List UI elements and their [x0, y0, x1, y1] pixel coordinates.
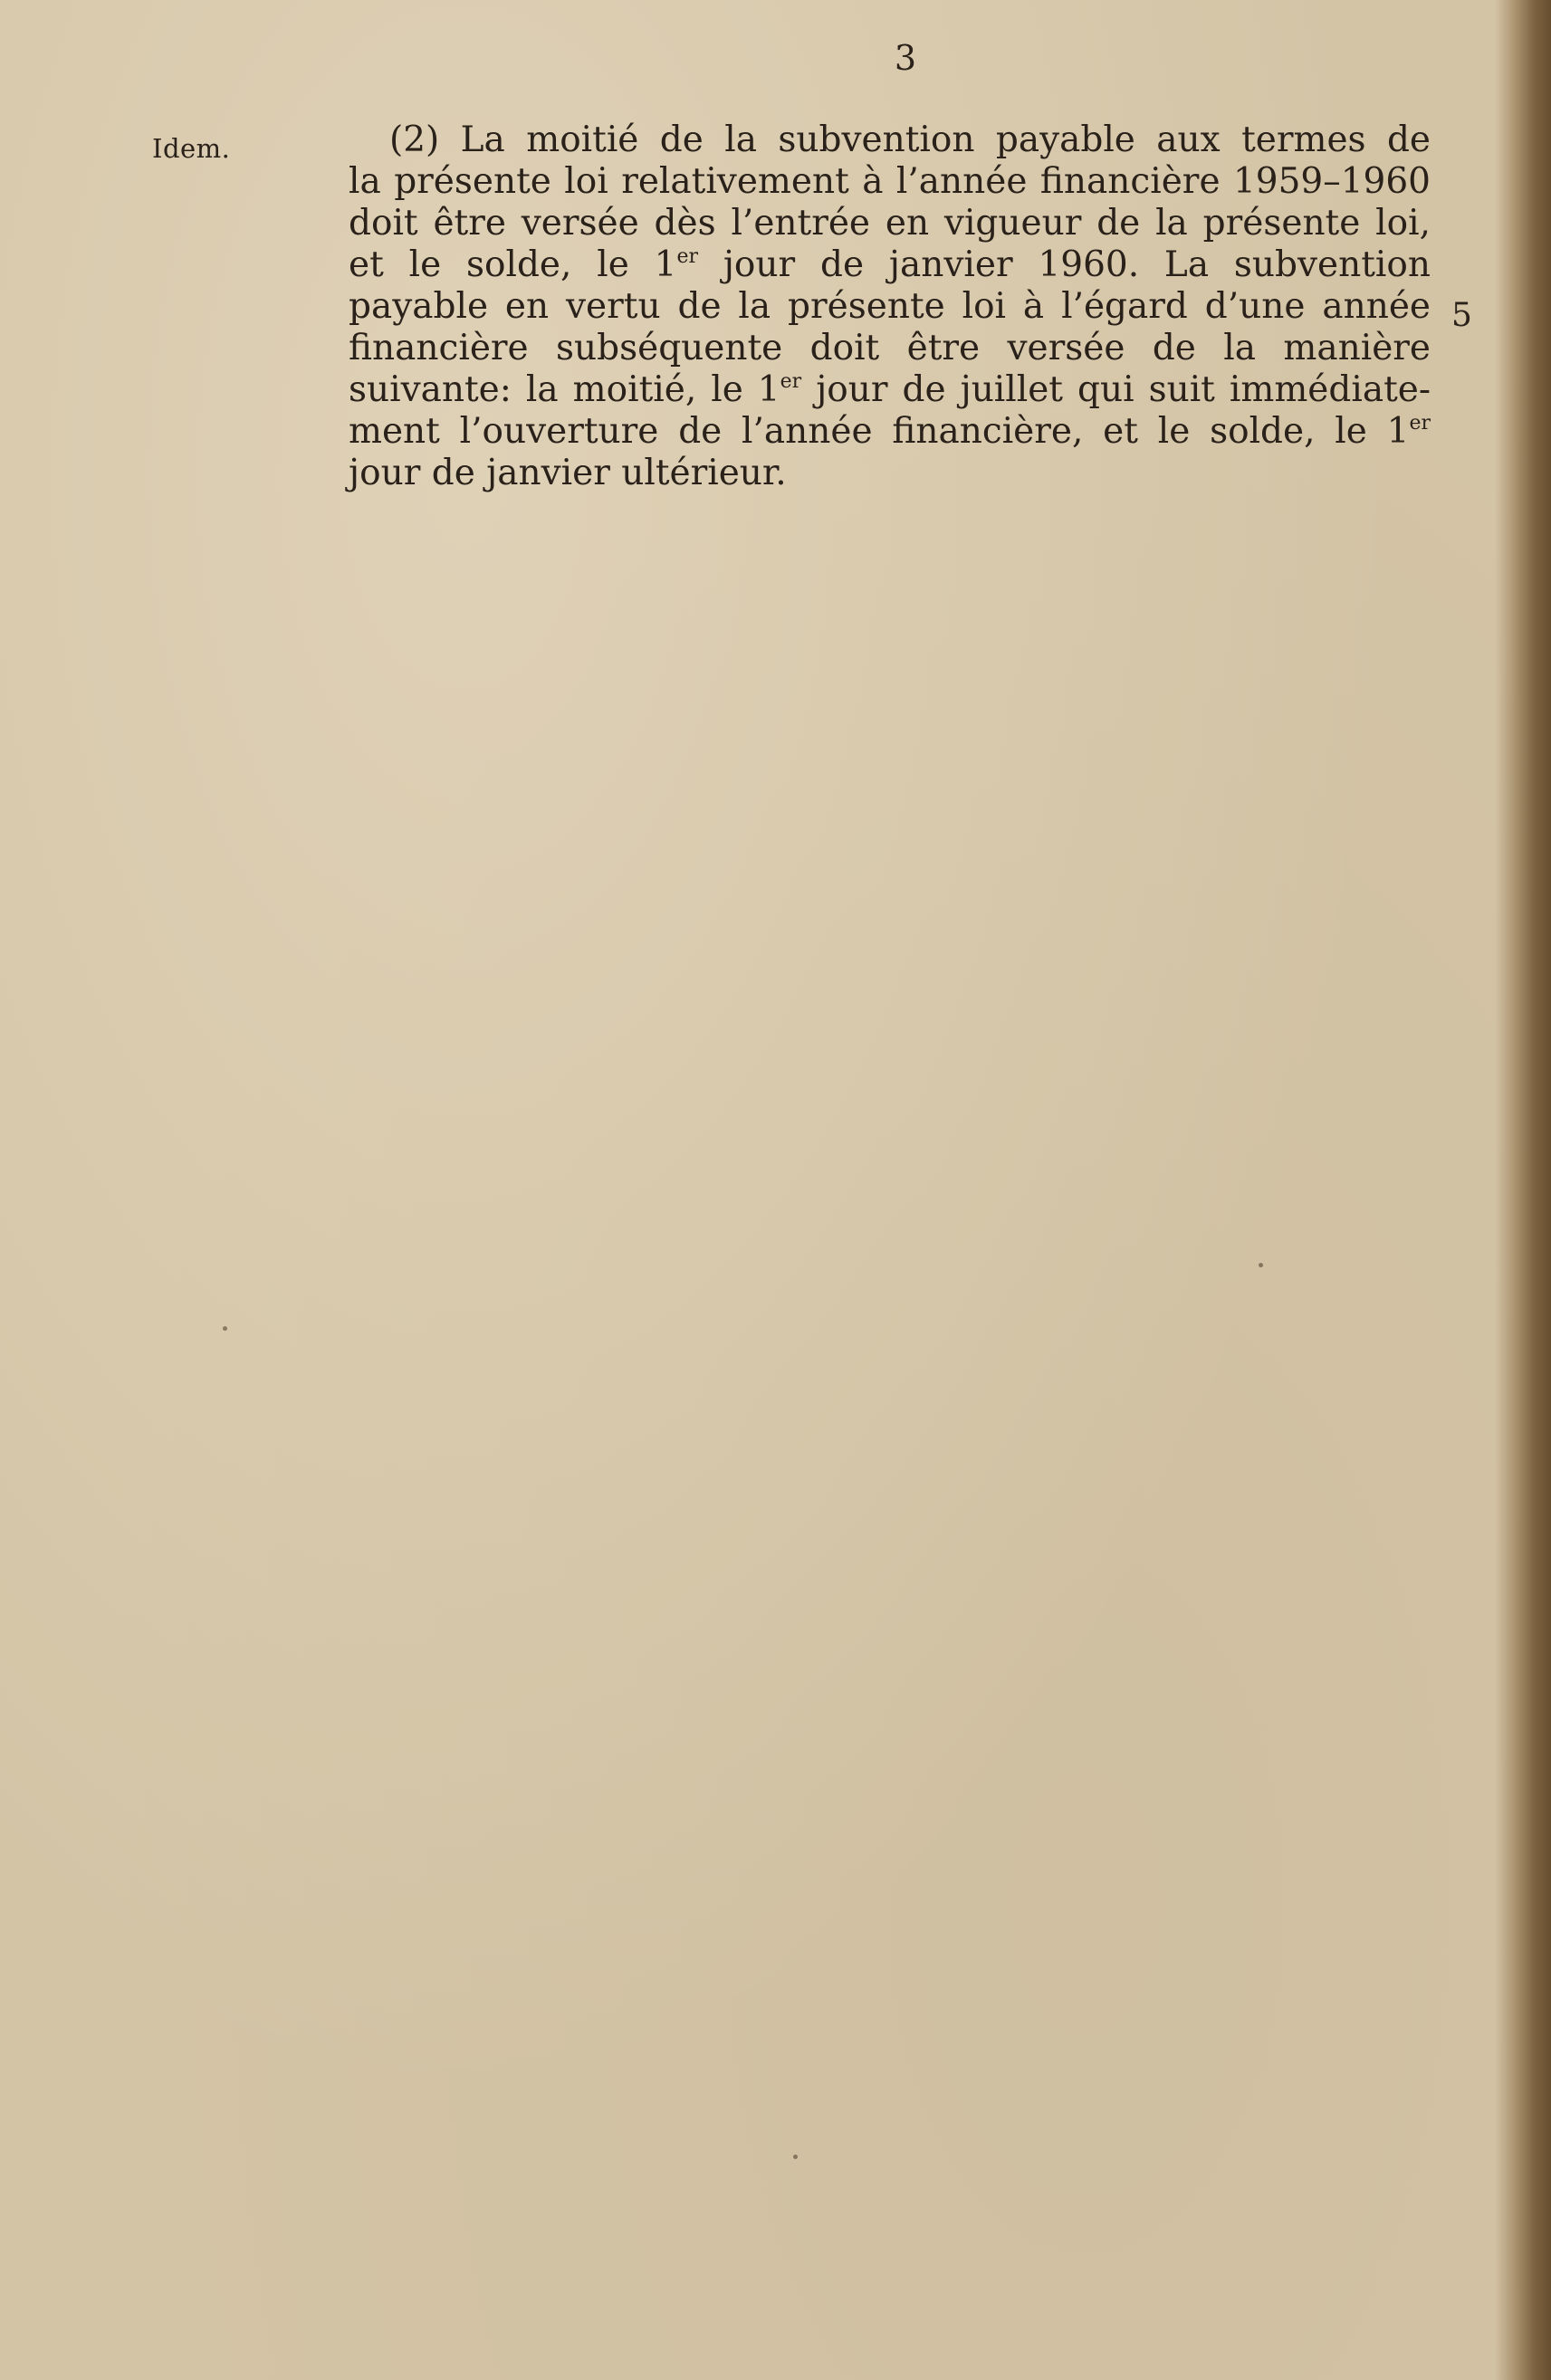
paper-speck — [223, 1326, 227, 1331]
section-paragraph — [349, 119, 1431, 494]
paragraph-line: payable en vertu de la présente loi à l’égard d’une année — [349, 286, 1431, 327]
paragraph-line — [349, 369, 1431, 411]
line-text: et le solde, le 1 — [349, 244, 677, 285]
paragraph-line: financière subséquente doit être versée de la manière — [349, 328, 1431, 368]
paragraph-line: jour de janvier ultérieur. — [349, 453, 787, 493]
line-text: jour de juillet qui suit immédiate- — [801, 369, 1431, 410]
line-number-marker: 5 — [1451, 297, 1472, 334]
ordinal-superscript: er — [780, 370, 802, 393]
paper-speck — [1259, 1263, 1263, 1267]
ordinal-superscript: er — [676, 245, 698, 268]
line-text: suivante: la moitié, le 1 — [349, 369, 780, 410]
page-number: 3 — [894, 38, 917, 78]
paragraph-line — [349, 244, 1431, 286]
paragraph-line: doit être versée dès l’entrée en vigueur de la présente loi, — [349, 203, 1431, 244]
paragraph-line: (2) La moitié de la subvention payable aux termes de — [389, 119, 1431, 160]
line-text: ment l’ouverture de l’année financière, et le solde, le 1 — [349, 411, 1410, 452]
paragraph-line: la présente loi relativement à l’année financière 1959–1960 — [349, 161, 1431, 202]
book-spine-shadow — [1495, 0, 1551, 2380]
margin-note: Idem. — [152, 133, 231, 164]
paragraph-line — [349, 411, 1431, 453]
paper-speck — [793, 2155, 798, 2159]
line-text: jour de janvier 1960. La subvention — [698, 244, 1431, 285]
ordinal-superscript: er — [1409, 412, 1431, 435]
